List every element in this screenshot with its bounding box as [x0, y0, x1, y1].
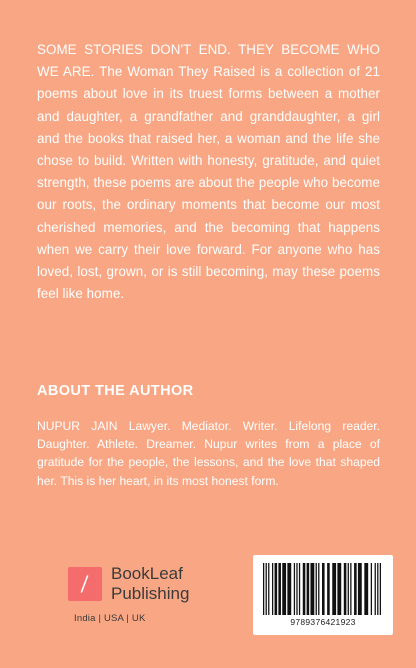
- barcode-bar: [371, 563, 372, 615]
- barcode-bar: [322, 563, 325, 615]
- barcode-bar: [303, 563, 306, 615]
- barcode-bar: [377, 563, 378, 615]
- barcode-bar: [275, 563, 278, 615]
- barcode-bar: [287, 563, 291, 615]
- barcode-bar: [332, 563, 336, 615]
- barcode-bar: [266, 563, 267, 615]
- publisher-regions: India | USA | UK: [74, 613, 146, 624]
- isbn-barcode: [253, 555, 393, 635]
- barcode-bar: [337, 563, 341, 615]
- barcode-bar: [268, 563, 269, 615]
- publisher-name: [111, 564, 231, 604]
- barcode-bar: [358, 563, 362, 615]
- barcode-bar: [278, 563, 281, 615]
- barcode-bars: [263, 563, 383, 615]
- back-cover-blurb: SOME STORIES DON'T END. THEY BECOME WHO WE ARE. The Woman They Raised is a collection of 21 poems about love in its truest forms between a mother and daughter, a grandfather and granddaughter, a girl and the books that raised her, a woman and the life she chose to build. Written with honesty, gratitude, and quiet strength, these poems are about the people who become our roots, the ordinary moments that become our most cherished memories, and the becoming that happens when we carry their love forward. For anyone who has loved, lost, grown, or is still becoming, may these poems feel like home.: [37, 42, 380, 302]
- barcode-bar: [307, 563, 310, 615]
- about-author-text: NUPUR JAIN Lawyer. Mediator. Writer. Lifelong reader. Daughter. Athlete. Dreamer. Nupur writes from a place of gratitude for the people, the lessons, and the love that shaped her. This is her heart, in its most honest form.: [37, 419, 380, 488]
- barcode-bar: [327, 563, 330, 615]
- barcode-bar: [310, 563, 314, 615]
- barcode-bar: [296, 563, 297, 615]
- isbn-number: 9789376421923: [290, 617, 356, 627]
- barcode-bar: [299, 563, 300, 615]
- about-author-heading: ABOUT THE AUTHOR: [37, 383, 194, 399]
- barcode-bar: [282, 563, 286, 615]
- barcode-bar: [354, 563, 357, 615]
- barcode-bar: [364, 563, 368, 615]
- publisher-name-line1: BookLeaf: [111, 564, 183, 583]
- barcode-bar: [272, 563, 273, 615]
- slash-logo-icon: [68, 567, 102, 601]
- barcode-bar: [263, 563, 264, 615]
- barcode-bar: [375, 563, 376, 615]
- barcode-bar: [294, 563, 295, 615]
- barcode-bar: [348, 563, 349, 615]
- publisher-name-line2: Publishing: [111, 584, 190, 603]
- barcode-bar: [344, 563, 347, 615]
- barcode-bar: [316, 563, 317, 615]
- barcode-bar: [318, 563, 319, 615]
- barcode-bar: [350, 563, 351, 615]
- barcode-bar: [380, 563, 381, 615]
